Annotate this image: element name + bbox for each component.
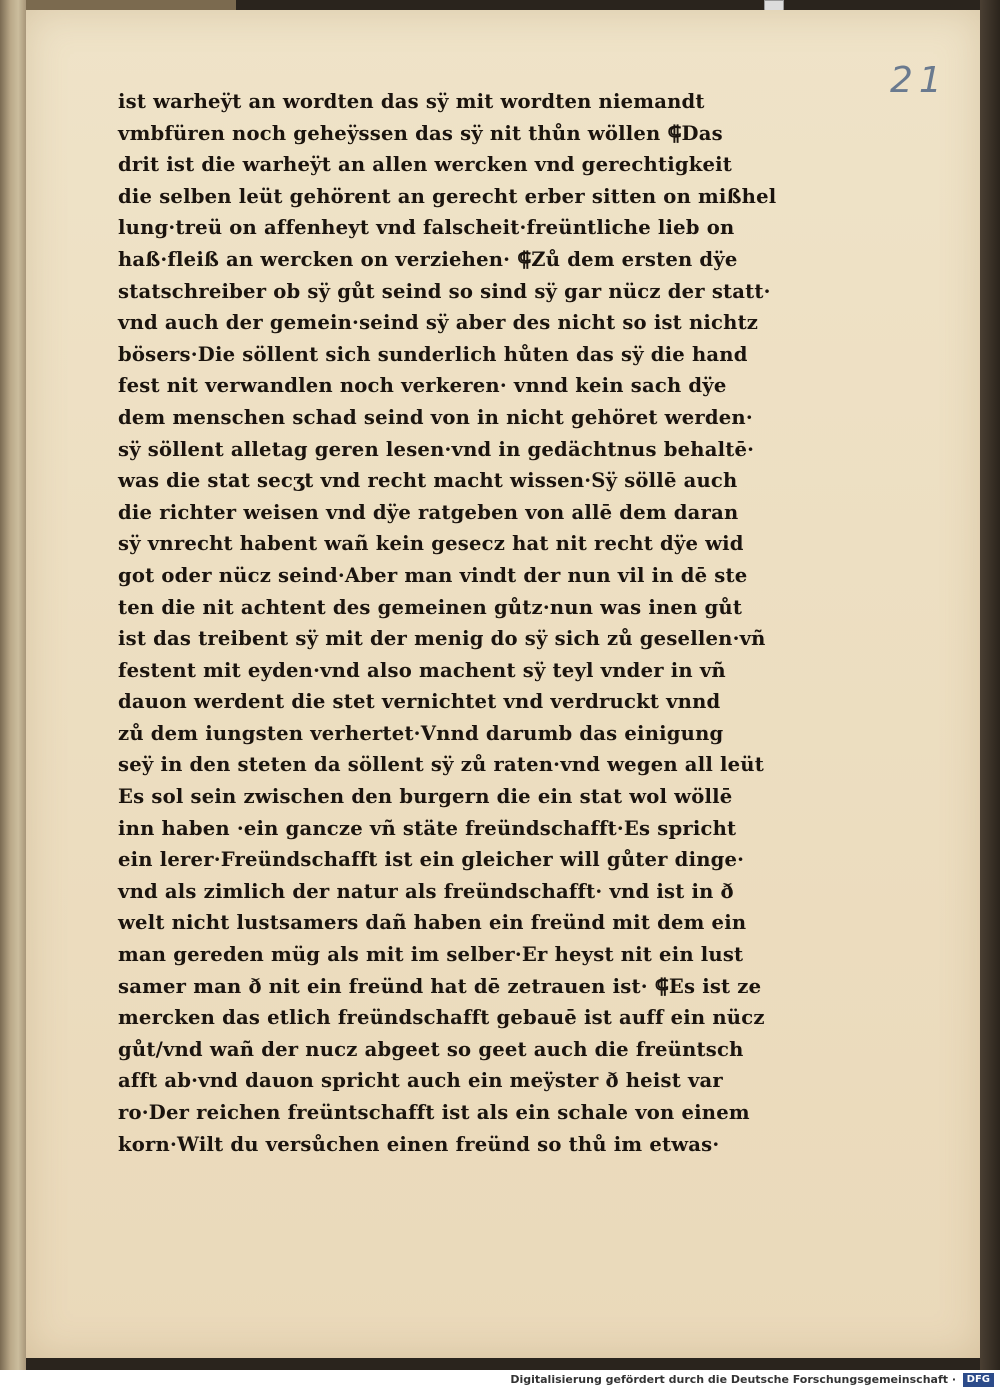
text-line: ten die nit achtent des gemeinen gůtz·nun was inen gůt (118, 594, 743, 619)
text-line: dem menschen schad seind von in nicht gehöret werden· (118, 404, 753, 429)
facing-page-edge (0, 0, 26, 1370)
binding-tab (26, 0, 236, 10)
text-line: ist das treibent sÿ mit der menig do sÿ sich zů gesellen·vñ (118, 626, 766, 651)
text-line: seÿ in den steten da söllent sÿ zů raten·vnd wegen all leüt (118, 752, 764, 777)
text-line: haß·fleiß an wercken on verziehen· ⸿Zů dem ersten dÿe (118, 246, 738, 271)
text-line: afft ab·vnd dauon spricht auch ein meÿster ð heist var (118, 1068, 723, 1093)
text-line: korn·Wilt du versůchen einen freünd so thů im etwas· (118, 1131, 720, 1156)
text-line: vmbfüren noch geheÿssen das sÿ nit thůn wöllen ⸿Das (118, 120, 723, 145)
text-line: got oder nücz seind·Aber man vindt der nun vil in dē ste (118, 562, 748, 587)
dfg-logo: DFG (963, 1373, 994, 1387)
text-line: samer man ð nit ein freünd hat dē zetrauen ist· ⸿Es ist ze (118, 973, 762, 998)
footer-bar (0, 1370, 1000, 1390)
text-line: vnd auch der gemein·seind sÿ aber des nicht so ist nichtz (118, 310, 759, 335)
text-line: was die stat secʒt vnd recht macht wissen·Sÿ söllē auch (118, 468, 738, 493)
text-line: Es sol sein zwischen den burgern die ein stat wol wöllē (118, 784, 733, 809)
text-line: ist warheÿt an wordten das sÿ mit wordten niemandt (118, 89, 705, 113)
text-line: sÿ söllent alletag geren lesen·vnd in gedächtnus behaltē· (118, 436, 755, 461)
text-line: sÿ vnrecht habent wañ kein gesecz hat nit recht dÿe wid (118, 531, 744, 556)
page-text-block (118, 86, 838, 1160)
text-line: drit ist die warheÿt an allen wercken vnd gerechtigkeit (118, 152, 733, 177)
folio-number: 21 (890, 60, 948, 101)
text-line: inn haben ·ein gancze vñ stäte freündschafft·Es spricht (118, 815, 737, 840)
scan-right-margin (980, 0, 1000, 1370)
text-line: ro·Der reichen freüntschafft ist als ein schale von einem (118, 1100, 750, 1124)
text-line: gůt/vnd wañ der nucz abgeet so geet auch die freüntsch (118, 1036, 744, 1061)
text-line: zů dem iungsten verhertet·Vnnd darumb das einigung (118, 720, 724, 745)
footer-credit: Digitalisierung gefördert durch die Deutsche Forschungsgemeinschaft · (510, 1373, 956, 1386)
text-line: ein lerer·Freündschafft ist ein gleicher will gůter dinge· (118, 847, 745, 872)
text-line: vnd als zimlich der natur als freündschafft· vnd ist in ð (118, 878, 734, 903)
text-line: man gereden müg als mit im selber·Er heyst nit ein lust (118, 942, 744, 967)
text-line: fest nit verwandlen noch verkeren· vnnd kein sach dÿe (118, 373, 727, 398)
text-line: festent mit eyden·vnd also machent sÿ teyl vnder in vñ (118, 657, 726, 682)
text-line: statschreiber ob sÿ gůt seind so sind sÿ gar nücz der statt· (118, 278, 771, 303)
text-line: dauon werdent die stet vernichtet vnd verdruckt vnnd (118, 689, 721, 714)
text-line: welt nicht lustsamers dañ haben ein freünd mit dem ein (118, 910, 747, 935)
text-line: bösers·Die söllent sich sunderlich hůten das sÿ die hand (118, 341, 748, 366)
text-line: mercken das etlich freündschafft gebauē ist auff ein nücz (118, 1005, 765, 1030)
text-line: die selben leüt gehörent an gerecht erber sitten on mißhel (118, 183, 777, 208)
text-line: die richter weisen vnd dÿe ratgeben von allē dem daran (118, 499, 739, 524)
text-line: lung·treü on affenheyt vnd falscheit·freüntliche lieb on (118, 215, 735, 240)
